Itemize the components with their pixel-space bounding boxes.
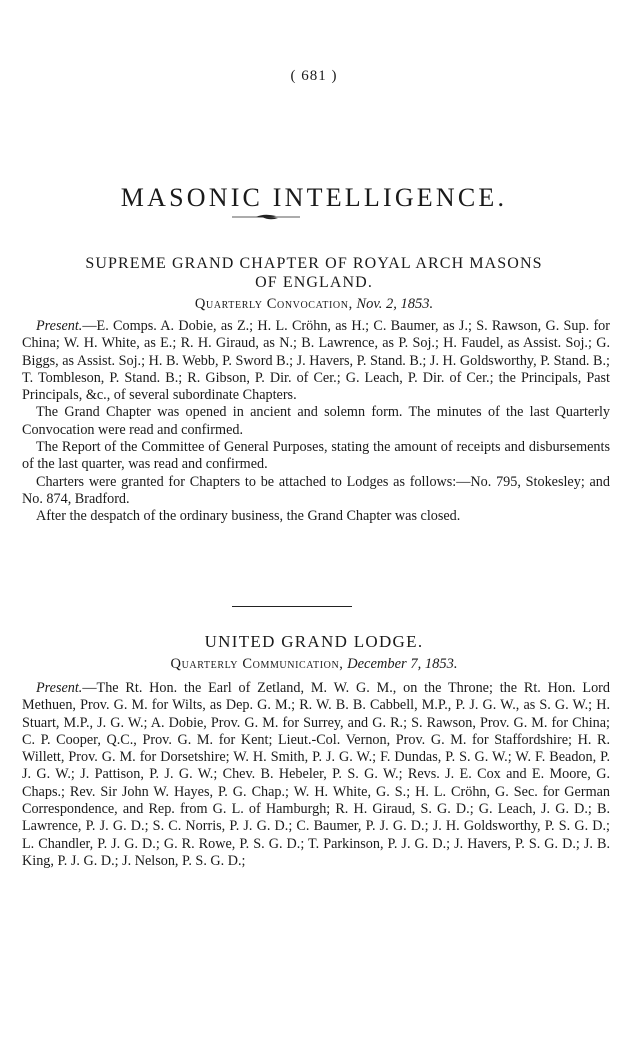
section2-body	[22, 680, 610, 870]
paragraph-present	[22, 680, 610, 870]
section1-body	[22, 318, 610, 526]
subheading-date: December 7, 1853.	[347, 656, 458, 672]
paragraph: The Grand Chapter was opened in ancient and solemn form. The minutes of the last Quarterly Convocation were read and confirmed.	[22, 404, 610, 438]
section-subheading-communication	[0, 656, 628, 673]
ornamental-rule-icon	[232, 212, 300, 222]
section-heading-royal-arch	[0, 254, 628, 292]
subheading-caps: Quarterly Convocation,	[194, 296, 353, 312]
subheading-date: Nov. 2, 1853.	[356, 296, 434, 312]
section-subheading-convocation	[0, 296, 628, 313]
subheading-caps: Quarterly Communication,	[170, 656, 344, 672]
paragraph: Charters were granted for Chapters to be attached to Lodges as follows:—No. 795, Stokesley; and No. 874, Bradford.	[22, 473, 610, 507]
page-title: MASONIC INTELLIGENCE.	[120, 183, 508, 213]
page-number: ( 681 )	[290, 68, 338, 84]
present-text: —E. Comps. A. Dobie, as Z.; H. L. Cröhn, as H.; C. Baumer, as J.; S. Rawson, G. Sup. for China; W. H. White, as E.; R. H. Giraud, as N.; B. Lawrence, as P. Soj.; H. Faudel, as Assist. Soj.; G. Biggs, as Assist. Soj.; H. B. Webb, P. Sword B.; J. Havers, P. Stand. B.; J. H. Goldsworthy, P. Stand. B.; T. Tombleson, P. Stand. B.; R. Gibson, P. Dir. of Cer.; G. Leach, P. Dir. of Cer.; the Principals, Past Principals, &c., of several subordinate Chapters.	[22, 318, 610, 404]
present-label: Present.	[36, 680, 83, 696]
present-text: —The Rt. Hon. the Earl of Zetland, M. W. G. M., on the Throne; the Rt. Hon. Lord Methuen, Prov. G. M. for Wilts, as Dep. G. M.; R. W. B. B. Cabbell, M.P., P. J. G. W., as S. G. W.; H. Stuart, M.P., J. G. W.; A. Dobie, Prov. G. M. for Surrey, and G. R.; S. Rawson, Prov. G. M. for China; C. P. Cooper, Q.C., Prov. G. M. for Kent; Lieut.-Col. Vernon, Prov. G. M. for Staffordshire; H. R. Willett, Prov. G. M. for Dorsetshire; W. H. Smith, P. J. G. W.; F. Dundas, P. S. G. W.; W. F. Beadon, P. J. G. W.; J. Pattison, P. J. G. W.; Chev. B. Hebeler, P. S. G. W.; Revs. J. E. Cox and E. Moore, G. Chaps.; Rev. Sir John W. Hayes, P. G. Chap.; W. H. White, G. S.; H. L. Cröhn, G. Sec. for German Correspondence, and Rep. from G. L. of Hamburgh; R. H. Giraud, S. G. D.; G. Leach, J. G. D.; B. Lawrence, P. J. G. D.; S. C. Norris, P. J. G. D.; C. Baumer, P. J. G. D.; J. H. Goldsworthy, P. S. G. D.; L. Chandler, P. J. G. D.; G. R. Rowe, P. S. G. D.; T. Parkinson, P. J. G. D.; J. Havers, P. S. G. D.; J. B. King, P. J. G. D.; J. Nelson, P. S. G. D.;	[22, 680, 610, 869]
paragraph: The Report of the Committee of General Purposes, stating the amount of receipts and disbursements of the last quarter, was read and confirmed.	[22, 439, 610, 473]
paragraph-present	[22, 318, 610, 404]
paragraph: After the despatch of the ordinary business, the Grand Chapter was closed.	[36, 508, 461, 525]
section-divider	[232, 606, 352, 607]
section-heading-line1: SUPREME GRAND CHAPTER OF ROYAL ARCH MASONS	[85, 255, 543, 272]
present-label: Present.	[36, 318, 83, 334]
section-heading-grand-lodge: UNITED GRAND LODGE.	[204, 632, 424, 651]
section-heading-line2: OF ENGLAND.	[255, 274, 373, 291]
